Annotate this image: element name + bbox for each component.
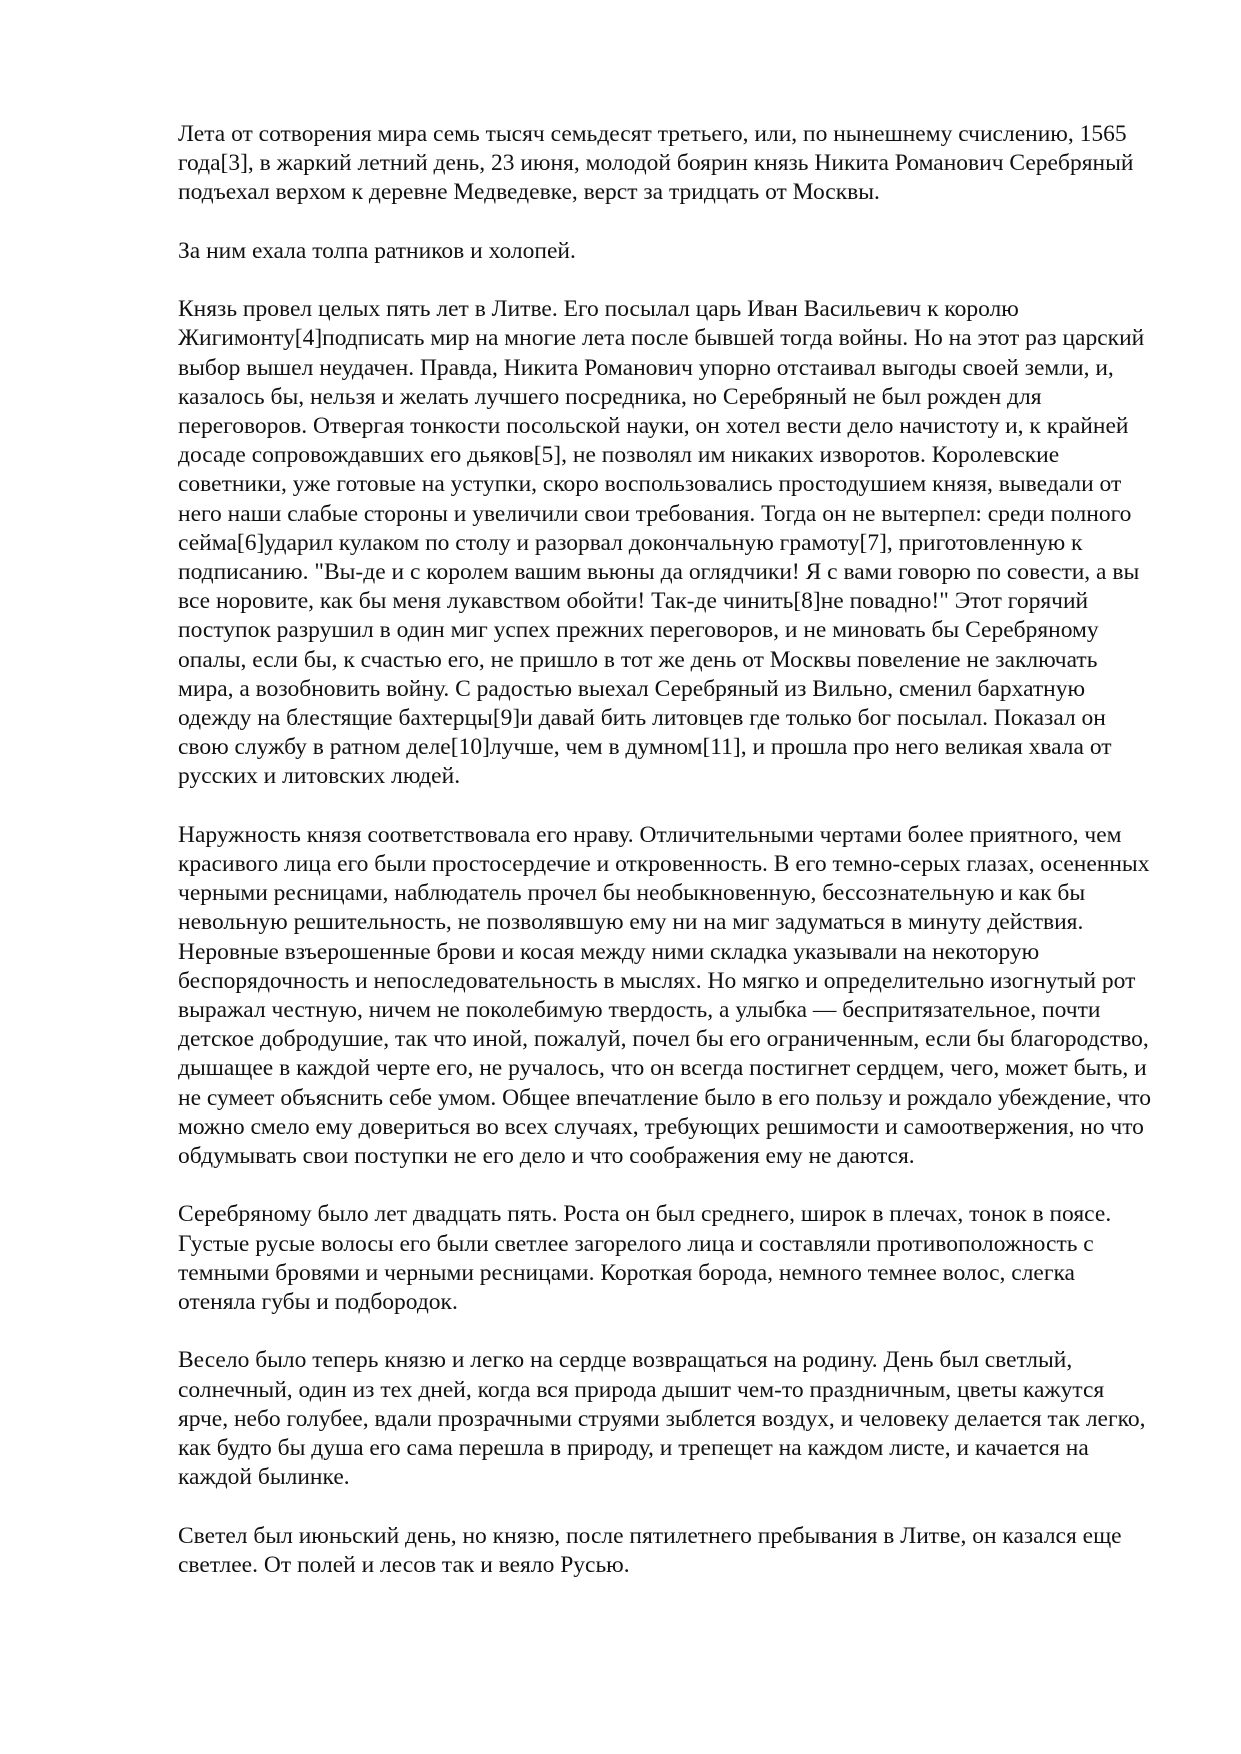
- paragraph-6: Весело было теперь князю и легко на сердце возвращаться на родину. День был светлый, солнечный, один из тех дней, когда вся природа дышит чем-то праздничным, цветы кажутся ярче, небо голубее, вдали прозрачными струями зыблется воздух, и человеку делается так легко, как будто бы душа его сама перешла в природу, и трепещет на каждом листе, и качается на каждой былинке.: [178, 1347, 1146, 1491]
- paragraph-2: За ним ехала толпа ратников и холопей.: [178, 237, 576, 264]
- paragraph-3: Князь провел целых пять лет в Литве. Его посылал царь Иван Васильевич к королю Жигимонту[4]подписать мир на многие лета после бывшей тогда войны. Но на этот раз царский выбор вышел неудачен. Правда, Никита Романович упорно отстаивал выгоды своей земли, и, казалось бы, нельзя и желать лучшего посредника, но Серебряный не был рожден для переговоров. Отвергая тонкости посольской науки, он хотел вести дело начистоту и, к крайней досаде сопровождавших его дьяков[5], не позволял им никаких изворотов. Королевские советники, уже готовые на уступки, скоро воспользовались простодушием князя, выведали от него наши слабые стороны и увеличили свои требования. Тогда он не вытерпел: среди полного сейма[6]ударил кулаком по столу и разорвал докончальную грамоту[7], приготовленную к подписанию. "Вы-де и с королем вашим вьюны да оглядчики! Я с вами говорю по совести, а вы все норовите, как бы меня лукавством обойти! Так-де чинить[8]не повадно!" Этот горячий поступок разрушил в один миг успех прежних переговоров, и не миновать бы Серебряному опалы, если бы, к счастью его, не пришло в тот же день от Москвы повеление не заключать мира, а возобновить войну. С радостью выехал Серебряный из Вильно, сменил бархатную одежду на блестящие бахтерцы[9]и давай бить литовцев где только бог посылал. Показал он свою службу в ратном деле[10]лучше, чем в думном[11], и прошла про него великая хвала от русских и литовских людей.: [178, 296, 1145, 790]
- paragraph-1: Лета от сотворения мира семь тысяч семьдесят третьего, или, по нынешнему счислению, 1565 года[3], в жаркий летний день, 23 июня, молодой боярин князь Никита Романович Серебряный подъехал верхом к деревне Медведевке, верст за тридцать от Москвы.: [178, 121, 1134, 206]
- paragraph-7: Светел был июньский день, но князю, после пятилетнего пребывания в Литве, он казался еще светлее. От полей и лесов так и веяло Русью.: [178, 1522, 1122, 1578]
- paragraph-5: Серебряному было лет двадцать пять. Роста он был среднего, широк в плечах, тонок в поясе. Густые русые волосы его были светлее загорелого лица и составляли противоположность с темными бровями и черными ресницами. Короткая борода, немного темнее волос, слегка отеняла губы и подбородок.: [178, 1201, 1112, 1316]
- paragraph-4: Наружность князя соответствовала его нраву. Отличительными чертами более приятного, чем красивого лица его были простосердечие и откровенность. В его темно-серых глазах, осененных черными ресницами, наблюдатель прочел бы необыкновенную, бессознательную и как бы невольную решительность, не позволявшую ему ни на миг задуматься в минуту действия. Неровные взъерошенные брови и косая между ними складка указывали на некоторую беспорядочность и непоследовательность в мыслях. Но мягко и определительно изогнутый рот выражал честную, ничем не поколебимую твердость, а улыбка — беспритязательное, почти детское добродушие, так что иной, пожалуй, почел бы его ограниченным, если бы благородство, дышащее в каждой черте его, не ручалось, что он всегда постигнет сердцем, чего, может быть, и не сумеет объяснить себе умом. Общее впечатление было в его пользу и рождало убеждение, что можно смело ему довериться во всех случаях, требующих решимости и самоотвержения, но что обдумывать свои поступки не его дело и что соображения ему не даются.: [178, 821, 1152, 1170]
- document-body: [178, 120, 1153, 1609]
